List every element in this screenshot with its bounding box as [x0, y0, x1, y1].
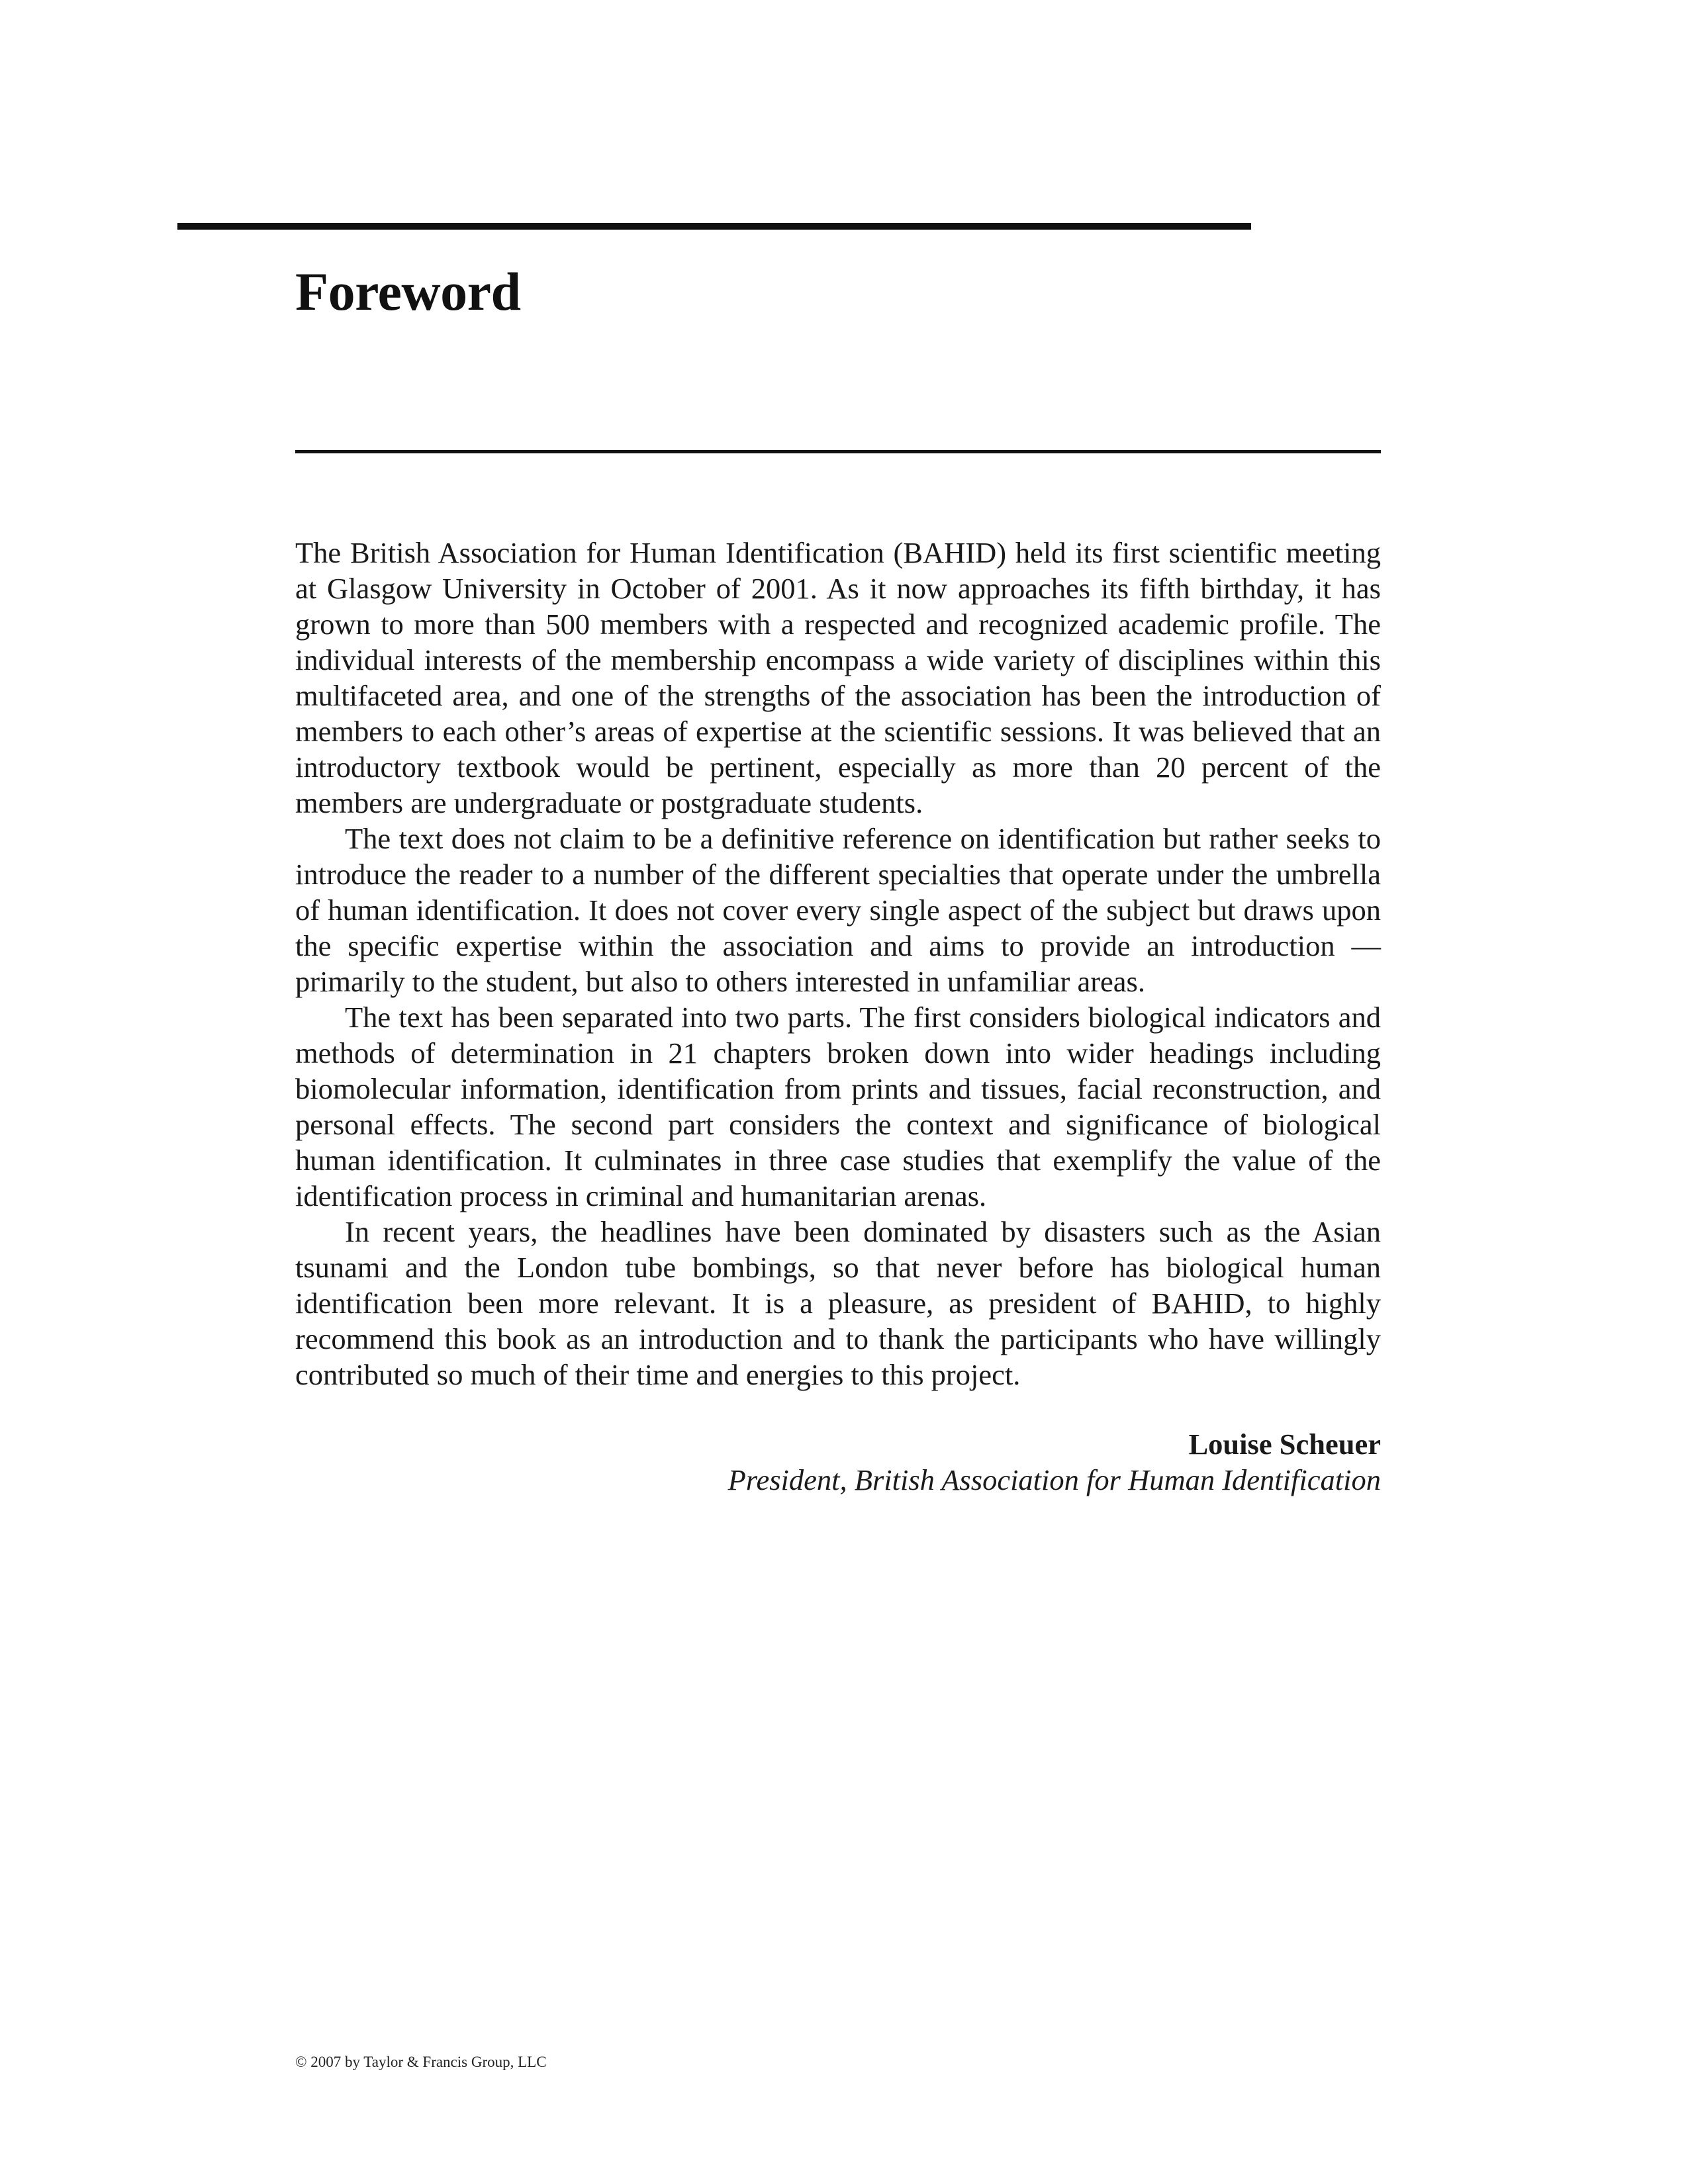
- title-divider: [295, 450, 1381, 453]
- signature-block: [295, 1426, 1381, 1498]
- copyright-notice: © 2007 by Taylor & Francis Group, LLC: [295, 2054, 547, 2070]
- signature-title: President, British Association for Human Identification: [727, 1463, 1381, 1496]
- signature-name: Louise Scheuer: [1188, 1428, 1381, 1461]
- paragraph-4: In recent years, the headlines have been dominated by disasters such as the Asian tsunami and the London tube bombings, so that never before has biological human identification been more relevant. It is a pleasure, as president of BAHID, to highly recommend this book as an introduction and to thank the participants who have willingly contributed so much of their time and energies to this project.: [295, 1215, 1381, 1391]
- top-rule: [177, 223, 1251, 230]
- paragraph-2: The text does not claim to be a definitive reference on identification but rather seeks to introduce the reader to a number of the different specialties that operate under the umbrella of human identification. It does not cover every single aspect of the subject but draws upon the specific expertise within the association and aims to provide an introduction — primarily to the student, but also to others interested in unfamiliar areas.: [295, 822, 1381, 998]
- page-title: Foreword: [295, 261, 521, 322]
- paragraph-1: The British Association for Human Identification (BAHID) held its first scientific meeting at Glasgow University in October of 2001. As it now approaches its fifth birthday, it has grown to more than 500 members with a respected and recognized academic profile. The individual interests of the membership encompass a wide variety of disciplines within this multifaceted area, and one of the strengths of the association has been the introduction of members to each other’s areas of expertise at the scientific sessions. It was believed that an introductory textbook would be pertinent, especially as more than 20 percent of the members are undergraduate or postgraduate students.: [295, 536, 1381, 819]
- foreword-body: [295, 535, 1381, 1392]
- paragraph-3: The text has been separated into two parts. The first considers biological indicators and methods of determination in 21 chapters broken down into wider headings including biomolecular information, identification from prints and tissues, facial reconstruction, and personal effects. The second part considers the context and significance of biological human identification. It culminates in three case studies that exemplify the value of the identification process in criminal and humanitarian arenas.: [295, 1001, 1381, 1212]
